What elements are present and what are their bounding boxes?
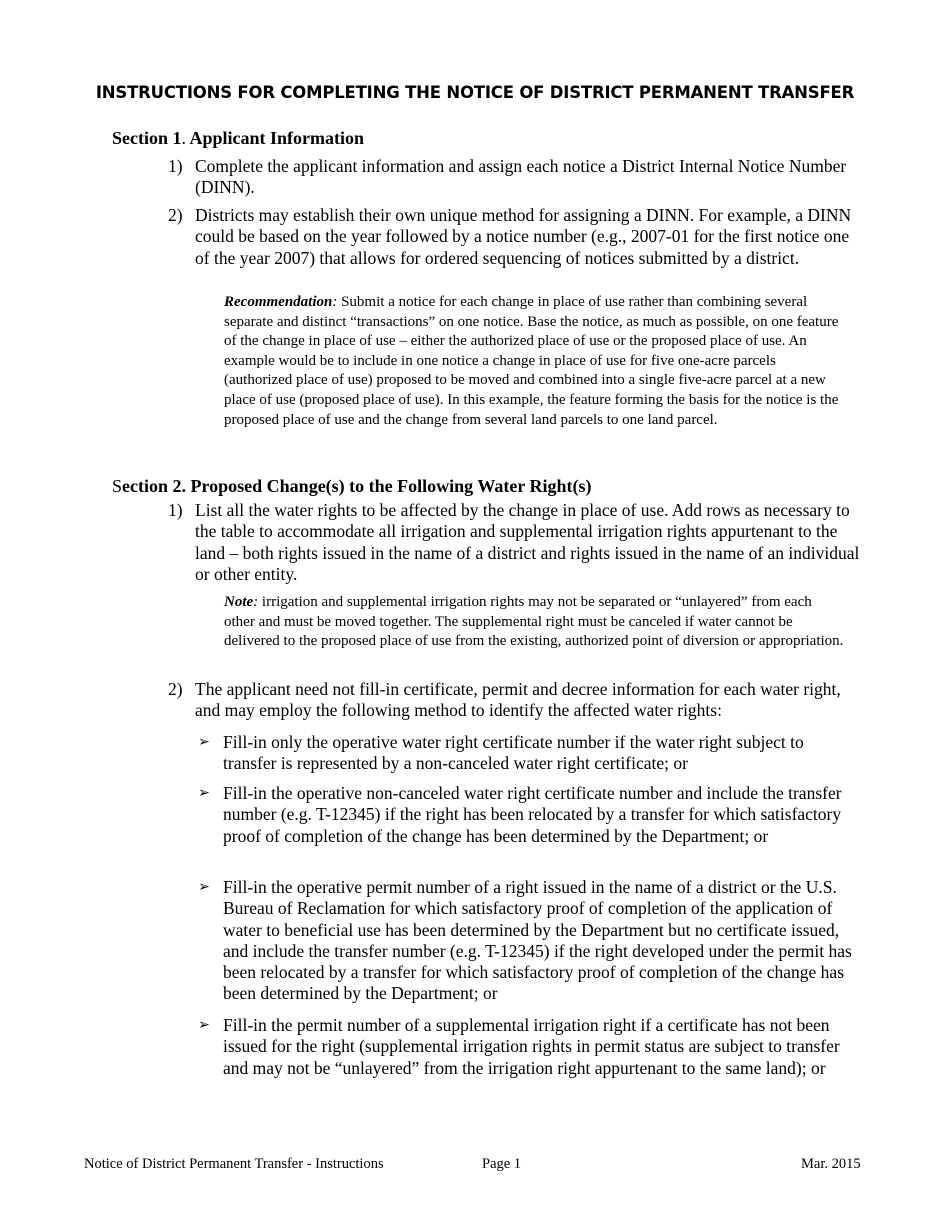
page-title: INSTRUCTIONS FOR COMPLETING THE NOTICE OF DISTRICT PERMANENT TRANSFER	[95, 83, 855, 102]
note-label: Note	[224, 594, 254, 610]
bullet-item	[196, 1015, 861, 1079]
note: Note: irrigation and supplemental irrigation rights may not be separated or “unlayered” from each other and must be moved together. The supplemental right must be canceled if water cannot be delivered to the proposed place of use from the existing, authorized point of diversion or appropriation.	[224, 594, 844, 650]
list-item-text: Complete the applicant information and assign each notice a District Internal Notice Number (DINN).	[195, 156, 847, 198]
arrowhead-bullet-icon: ➢	[198, 879, 210, 895]
recommendation-note: Recommendation: Submit a notice for each change in place of use rather than combining several separate and distinct “transactions” on one notice. Base the notice, as much as possible, on one feature of the change in place of use – either the authorized place of use or the proposed place of use. An example would be to include in one notice a change in place of use for five one-acre parcels (authorized place of use) proposed to be moved and combined into a single five-acre parcel at a new place of use (proposed place of use). In this example, the feature forming the basis for the notice is the proposed place of use and the change from several land parcels to one land parcel.	[224, 294, 839, 428]
bullet-item	[196, 877, 861, 1005]
section-1-item-1	[168, 156, 868, 199]
list-number: 2)	[168, 679, 183, 699]
section-2-item-2	[168, 679, 868, 722]
footer-document-title: Notice of District Permanent Transfer - Instructions	[84, 1156, 384, 1172]
section-2-heading: Section 2. Proposed Change(s) to the Following Water Right(s)	[112, 476, 592, 496]
bullet-item	[196, 732, 861, 775]
list-number: 1)	[168, 156, 183, 176]
list-item-text: Districts may establish their own unique method for assigning a DINN. For example, a DINN could be based on the year followed by a notice number (e.g., 2007-01 for the first notice one of the year 2007) that allows for ordered sequencing of notices submitted by a district.	[195, 205, 852, 268]
bullet-text: Fill-in the operative non-canceled water right certificate number and include the transfer number (e.g. T-12345) if the right has been relocated by a transfer for which satisfactory proof of completion of the change has been determined by the Department; or	[223, 783, 842, 846]
footer-page-number: Page 1	[482, 1156, 522, 1172]
bullet-text: Fill-in the operative permit number of a right issued in the name of a district or the U.S. Bureau of Reclamation for which satisfactory proof of completion of the application of water to beneficial use has been determined by the Department but no certificate issued, and include the transfer number (e.g. T-12345) if the right developed under the permit has been relocated by a transfer for which satisfactory proof of completion of the change has been determined by the Department; or	[223, 877, 852, 1004]
recommendation-label: Recommendation	[224, 294, 333, 310]
list-item-text: List all the water rights to be affected by the change in place of use. Add rows as necessary to the table to accommodate all irrigation and supplemental irrigation rights appurtenant to the land – both rights issued in the name of a district and rights issued in the name of an individual or other entity.	[195, 500, 860, 584]
section-1-item-2	[168, 205, 868, 269]
recommendation-text: Submit a notice for each change in place of use rather than combining several separate and distinct “transactions” on one notice. Base the notice, as much as possible, on one feature of the change in place of use – either the authorized place of use or the proposed place of use. An example would be to include in one notice a change in place of use for five one-acre parcels (authorized place of use) proposed to be moved and combined into a single five-acre parcel at a new place of use (proposed place of use). In this example, the feature forming the basis for the notice is the proposed place of use and the change from several land parcels to one land parcel.	[224, 294, 839, 428]
bullet-text: Fill-in only the operative water right certificate number if the water right subject to transfer is represented by a non-canceled water right certificate; or	[223, 732, 804, 774]
list-item-text: The applicant need not fill-in certificate, permit and decree information for each water right, and may employ the following method to identify the affected water rights:	[195, 679, 841, 721]
list-number: 1)	[168, 500, 183, 520]
arrowhead-bullet-icon: ➢	[198, 785, 210, 801]
arrowhead-bullet-icon: ➢	[198, 734, 210, 750]
arrowhead-bullet-icon: ➢	[198, 1017, 210, 1033]
footer-date: Mar. 2015	[801, 1156, 861, 1172]
note-text: irrigation and supplemental irrigation rights may not be separated or “unlayered” from each other and must be moved together. The supplemental right must be canceled if water cannot be delivered to the proposed place of use from the existing, authorized point of diversion or appropriation.	[224, 594, 844, 650]
bullet-text: Fill-in the permit number of a supplemental irrigation right if a certificate has not been issued for the right (supplemental irrigation rights in permit status are subject to transfer and may not be “unlayered” from the irrigation right appurtenant to the same land); or	[223, 1015, 840, 1078]
section-1-heading: Section 1. Applicant Information	[112, 128, 365, 148]
section-2-item-1	[168, 500, 868, 585]
list-number: 2)	[168, 205, 183, 225]
bullet-item	[196, 783, 861, 847]
